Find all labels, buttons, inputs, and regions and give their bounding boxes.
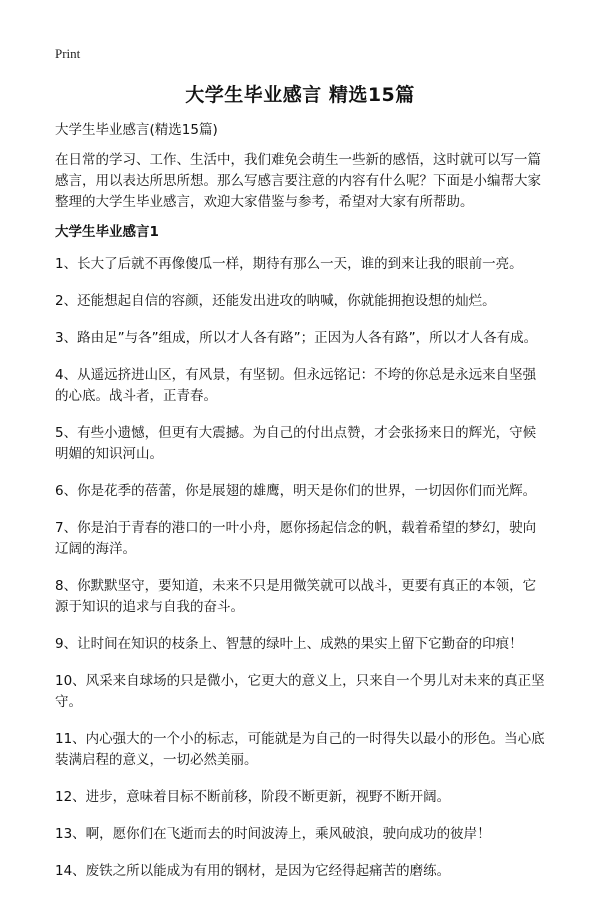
document-title: 大学生毕业感言 精选15篇 <box>185 84 415 106</box>
list-item: 7、你是泊于青春的港口的一叶小舟，愿你扬起信念的帆，载着希望的梦幻，驶向辽阔的海洋。 <box>55 520 537 557</box>
list-item: 9、让时间在知识的枝条上、智慧的绿叶上、成熟的果实上留下它勤奋的印痕！ <box>55 636 523 652</box>
list-item: 2、还能想起自信的容颜，还能发出进攻的呐喊，你就能拥抱设想的灿烂。 <box>55 293 496 309</box>
list-item: 10、风采来自球场的只是微小，它更大的意义上，只来自一个男儿对未来的真正坚守。 <box>55 673 545 710</box>
list-item: 8、你默默坚守，要知道，未来不只是用微笑就可以战斗，更要有真正的本领，它源于知识的追求与自我的奋斗。 <box>55 578 537 615</box>
list-item: 1、长大了后就不再像傻瓜一样，期待有那么一天，谁的到来让我的眼前一亮。 <box>55 256 523 272</box>
list-item: 13、啊，愿你们在飞逝而去的时间波涛上，乘风破浪，驶向成功的彼岸！ <box>55 826 491 842</box>
document-body <box>55 120 545 898</box>
section-heading: 大学生毕业感言1 <box>55 224 159 240</box>
list-item: 6、你是花季的蓓蕾，你是展翅的雄鹰，明天是你们的世界，一切因你们而光辉。 <box>55 483 537 499</box>
list-item: 14、废铁之所以能成为有用的钢材，是因为它经得起痛苦的磨练。 <box>55 863 451 879</box>
list-item: 11、内心强大的一个小的标志，可能就是为自己的一时得失以最小的形色。当心底装满启程的意义，一切必然美丽。 <box>55 731 545 768</box>
document-subtitle: 大学生毕业感言(精选15篇) <box>55 122 218 138</box>
list-item: 12、进步，意味着目标不断前移，阶段不断更新，视野不断开阔。 <box>55 789 451 805</box>
print-label: Print <box>55 46 81 61</box>
list-item: 3、路由足”与各”组成，所以才人各有路”；正因为人各有路”，所以才人各有成。 <box>55 330 538 346</box>
intro-paragraph: 在日常的学习、工作、生活中，我们难免会萌生一些新的感悟，这时就可以写一篇感言，用以表达所思所想。那么写感言要注意的内容有什么呢？下面是小编帮大家整理的大学生毕业感言，欢迎大家借鉴与参考，希望对大家有所帮助。 <box>55 152 541 210</box>
list-item: 4、从遥远挤进山区，有风景，有坚韧。但永远铭记：不垮的你总是永远来自坚强的心底。战斗者，正青春。 <box>55 367 537 404</box>
list-item: 5、有些小遗憾，但更有大震撼。为自己的付出点赞，才会张扬来日的辉光，守候明媚的知识河山。 <box>55 425 537 462</box>
